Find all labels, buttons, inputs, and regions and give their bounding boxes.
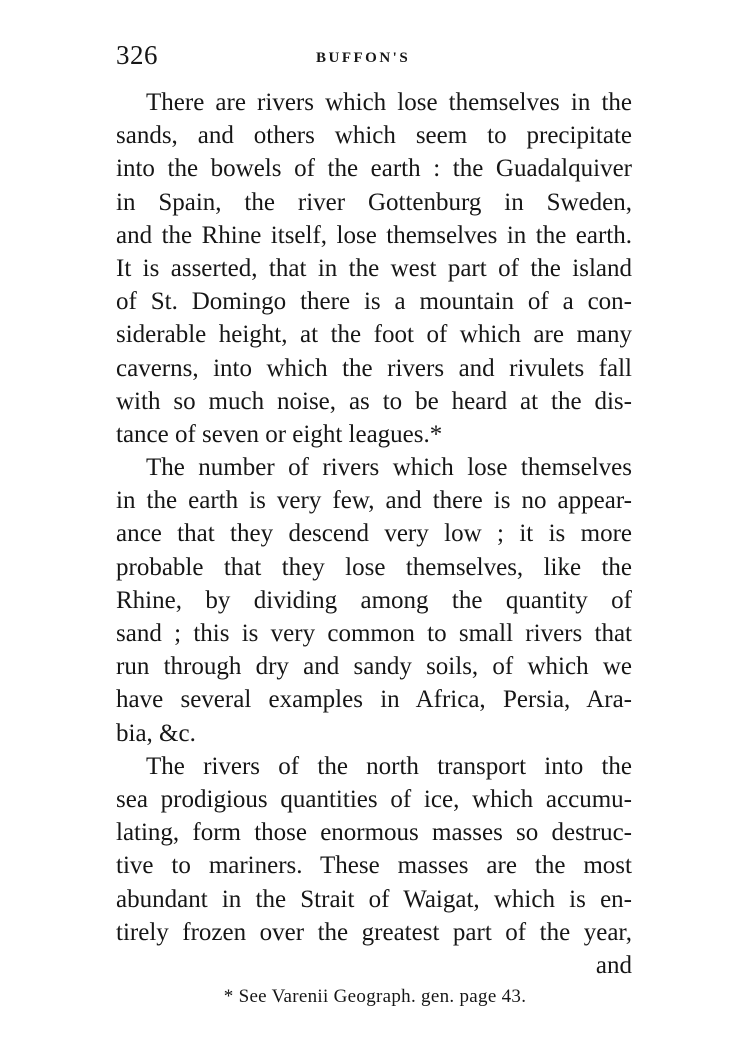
text-line: probable that they lose themselves, like the xyxy=(116,553,632,581)
body-text xyxy=(116,86,632,982)
text-line: Rhine, by dividing among the quantity of xyxy=(116,586,632,614)
text-line: sea prodigious quantities of ice, which accumu- xyxy=(116,785,632,813)
page-header xyxy=(116,40,656,80)
text-line: run through dry and sandy soils, of which we xyxy=(116,653,632,681)
text-line: tirely frozen over the greatest part of the year, xyxy=(116,918,632,946)
text-line: ance that they descend very low ; it is more xyxy=(116,520,632,548)
text-line: tance of seven or eight leagues.* xyxy=(116,420,443,448)
text-line: There are rivers which lose themselves in the xyxy=(146,89,632,116)
text-line: in Spain, the river Gottenburg in Sweden, xyxy=(116,188,632,216)
text-line: sands, and others which seem to precipitate xyxy=(116,122,632,150)
footnote: * See Varenii Geograph. gen. page 43. xyxy=(223,986,527,1007)
text-line: in the earth is very few, and there is no appear- xyxy=(116,487,632,515)
text-line: lating, form those enormous masses so destruc- xyxy=(116,819,632,847)
text-line: of St. Domingo there is a mountain of a con- xyxy=(116,288,632,316)
text-line: The number of rivers which lose themselves xyxy=(146,454,632,482)
catchword: and xyxy=(595,951,632,979)
text-line: siderable height, at the foot of which are many xyxy=(116,321,632,349)
text-line: tive to mariners. These masses are the most xyxy=(116,852,632,880)
text-line: caverns, into which the rivers and rivulets fall xyxy=(116,354,632,382)
text-line: sand ; this is very common to small rivers that xyxy=(116,620,632,647)
text-line: abundant in the Strait of Waigat, which is en- xyxy=(116,885,632,913)
text-line: The rivers of the north transport into the xyxy=(146,752,632,780)
text-line: It is asserted, that in the west part of the island xyxy=(116,254,632,282)
text-line: with so much noise, as to be heard at the dis- xyxy=(116,387,632,415)
text-line: and the Rhine itself, lose themselves in the earth. xyxy=(116,221,632,249)
text-line: have several examples in Africa, Persia, Ara- xyxy=(116,686,632,714)
text-line: bia, &c. xyxy=(116,719,196,747)
text-line: into the bowels of the earth : the Guadalquiver xyxy=(116,155,632,183)
page-number: 326 xyxy=(116,40,158,70)
running-head: BUFFON'S xyxy=(316,50,411,66)
